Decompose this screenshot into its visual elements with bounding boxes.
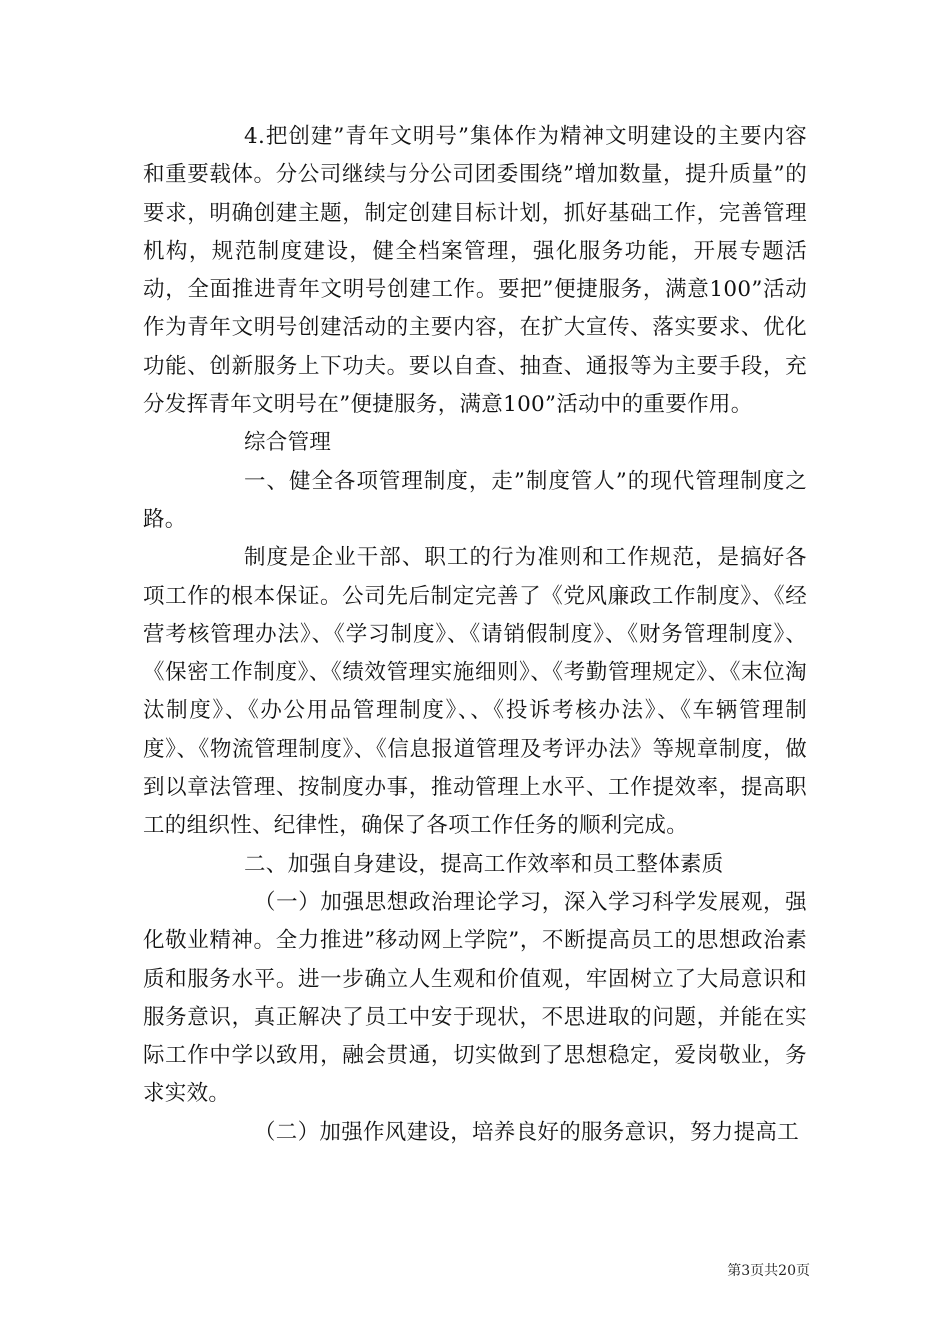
paragraph-political-study: （一）加强思想政治理论学习，深入学习科学发展观，强化敬业精神。全力推进”移动网上学院”，不断提高员工的思想政治素质和服务水平。进一步确立人生观和价值观，牢固树立了大局意识和服务意识，真正解决了员工中安于现状，不思进取的问题，并能在实际工作中学以致用，融会贯通，切实做到了思想稳定，爱岗敬业，务求实效。 [143, 889, 807, 1107]
document-body [143, 118, 807, 1152]
page-number-footer: 第3页共20页 [727, 1263, 810, 1279]
heading-self-construction: 二、加强自身建设，提高工作效率和员工整体素质 [244, 851, 724, 877]
paragraph-youth-civilization: 4.把创建”青年文明号”集体作为精神文明建设的主要内容和重要载体。分公司继续与分公司团委围绕”增加数量，提升质量”的要求，明确创建主题，制定创建目标计划，抓好基础工作，完善管理机构，规范制度建设，健全档案管理，强化服务功能，开展专题活动，全面推进青年文明号创建工作。要把”便捷服务，满意100”活动作为青年文明号创建活动的主要内容，在扩大宣传、落实要求、优化功能、创新服务上下功夫。要以自查、抽查、通报等为主要手段，充分发挥青年文明号在”便捷服务，满意100”活动中的重要作用。 [143, 124, 807, 418]
section-heading-comprehensive-management: 综合管理 [244, 430, 332, 456]
paragraph-work-style: （二）加强作风建设，培养良好的服务意识，努力提高工 [254, 1119, 800, 1145]
heading-management-system: 一、健全各项管理制度，走”制度管人”的现代管理制度之路。 [143, 468, 807, 532]
paragraph-regulations: 制度是企业干部、职工的行为准则和工作规范，是搞好各项工作的根本保证。公司先后制定完善了《党风廉政工作制度》、《经营考核管理办法》、《学习制度》、《请销假制度》、《财务管理制度》、《保密工作制度》、《绩效管理实施细则》、《考勤管理规定》、《末位淘汰制度》、《办公用品管理制度》、、《投诉考核办法》、《车辆管理制度》、《物流管理制度》、《信息报道管理及考评办法》等规章制度，做到以章法管理、按制度办事，推动管理上水平、工作提效率，提高职工的组织性、纪律性，确保了各项工作任务的顺利完成。 [143, 545, 807, 839]
